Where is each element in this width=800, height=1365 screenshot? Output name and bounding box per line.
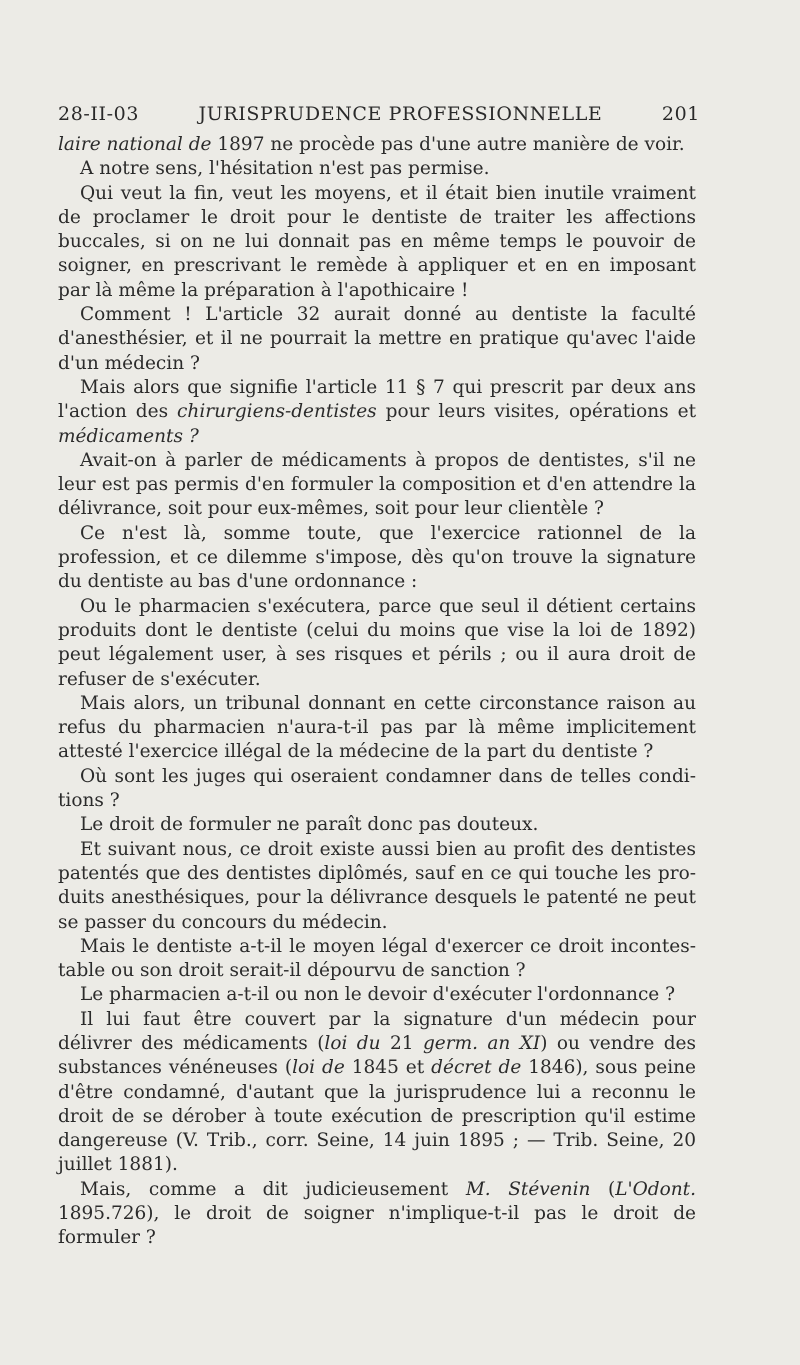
paragraph (58, 765, 696, 814)
paragraph (58, 182, 696, 303)
body-text (58, 133, 696, 1251)
paragraph (58, 449, 696, 522)
text-run: Qui veut la fin, veut les moyens, et il était bien inutile vraiment de proclamer le droit pour le dentiste de traiter les affections buccales, si on ne lui donnait pas en même temps le pouvoir de soigner, en prescrivant le remède à appliquer et en en imposant par là même la préparation à l'apothicaire ! (58, 182, 696, 301)
text-run: Mais alors que signifie l'article 11 § 7 qui prescrit par deux ans l'action des (58, 376, 696, 423)
italic-text: loi du (324, 1032, 381, 1054)
text-run: 1895.726), le droit de soigner n'implique-t-il pas le droit de formuler ? (58, 1203, 696, 1249)
paragraph (58, 935, 696, 984)
header-date: 28-II-03 (58, 103, 140, 125)
paragraph (58, 157, 696, 181)
text-run: ) ou vendre des substances vénéneuses ( (58, 1032, 696, 1079)
paragraph (58, 1178, 696, 1251)
text-run: Mais le dentiste a-t-il le moyen légal d'exercer ce droit incontestable ou son droit serait-il dépourvu de sanction ? (58, 935, 696, 982)
text-run: A notre sens, l'hésitation n'est pas permise. (80, 158, 490, 180)
text-run: ( (590, 1178, 616, 1200)
text-run: Ce n'est là, somme toute, que l'exercice rationnel de la profession, et ce dilemme s'impose, dès qu'on trouve la signature du dentiste au bas d'une ordonnance : (58, 522, 696, 593)
italic-text: médicaments ? (58, 425, 199, 447)
italic-text: chirurgiens-dentistes (177, 401, 377, 423)
paragraph (58, 838, 696, 935)
paragraph (58, 983, 696, 1007)
text-run: 1845 et (344, 1057, 432, 1079)
header-section-title: JURISPRUDENCE PROFESSIONNELLE (198, 103, 603, 125)
paragraph (58, 303, 696, 376)
paragraph (58, 376, 696, 449)
text-run: Le pharmacien a-t-il ou non le devoir d'exécuter l'ordonnance ? (80, 984, 676, 1006)
paragraph (58, 692, 696, 765)
text-run: Il lui faut être couvert par la signature d'un médecin pour délivrer des médicaments ( (58, 1008, 696, 1054)
italic-text: laire national de (58, 134, 212, 155)
text-run: Ou le pharmacien s'exécutera, parce que seul il détient certains produits dont le dentiste (celui du moins que vise la loi de 1892) peut légalement user, à ses risques et périls ; ou il aura droit de refuser de s'exécuter. (58, 595, 696, 690)
italic-text: germ. an XI (422, 1032, 541, 1054)
text-run: Mais alors, un tribunal donnant en cette circonstance raison au refus du pharmacien n'aura-t-il pas par là même implicitement attesté l'exercice illégal de la médecine de la part du dentiste ? (58, 692, 696, 763)
text-run: pour leurs visites, opérations et (376, 401, 696, 423)
paragraph (58, 522, 696, 595)
paragraph (58, 595, 696, 692)
italic-text: loi de (292, 1057, 345, 1079)
text-run: Où sont les juges qui oseraient condamner dans de telles conditions ? (58, 765, 696, 812)
page-number: 201 (661, 103, 700, 125)
running-header (58, 103, 700, 129)
text-run: Comment ! L'article 32 aurait donné au dentiste la faculté d'anesthésier, et il ne pourrait la mettre en pratique qu'avec l'aide d'un médecin ? (58, 304, 696, 374)
text-run: 1846), sous peine d'être condamné, d'autant que la jurisprudence lui a reconnu le droit de se dérober à toute exécution de prescription qu'il estime dangereuse (V. Trib., corr. Seine, 14 juin 1895 ; — Trib. Seine, 20 juillet 1881). (58, 1057, 696, 1176)
paragraph (58, 133, 696, 157)
italic-text: décret de (431, 1057, 522, 1079)
text-run: 21 (380, 1032, 423, 1054)
text-run: Et suivant nous, ce droit existe aussi bien au profit des dentistes patentés que des dentistes diplômés, sauf en ce qui touche les produits anesthésiques, pour la délivrance desquels le patenté ne peut se passer du concours du médecin. (58, 838, 696, 933)
paragraph (58, 813, 696, 837)
text-run: Le droit de formuler ne paraît donc pas douteux. (80, 814, 539, 836)
paragraph (58, 1008, 696, 1178)
text-run: Avait-on à parler de médicaments à propos de dentistes, s'il ne leur est pas permis d'en formuler la composition et d'en attendre la délivrance, soit pour eux-mêmes, soit pour leur clientèle ? (58, 449, 696, 520)
italic-text: M. Stévenin (465, 1178, 591, 1200)
text-run: Mais, comme a dit judicieusement (80, 1178, 466, 1200)
text-run: 1897 ne procède pas d'une autre manière de voir. (211, 134, 685, 155)
italic-text: L'Odont. (615, 1178, 696, 1200)
